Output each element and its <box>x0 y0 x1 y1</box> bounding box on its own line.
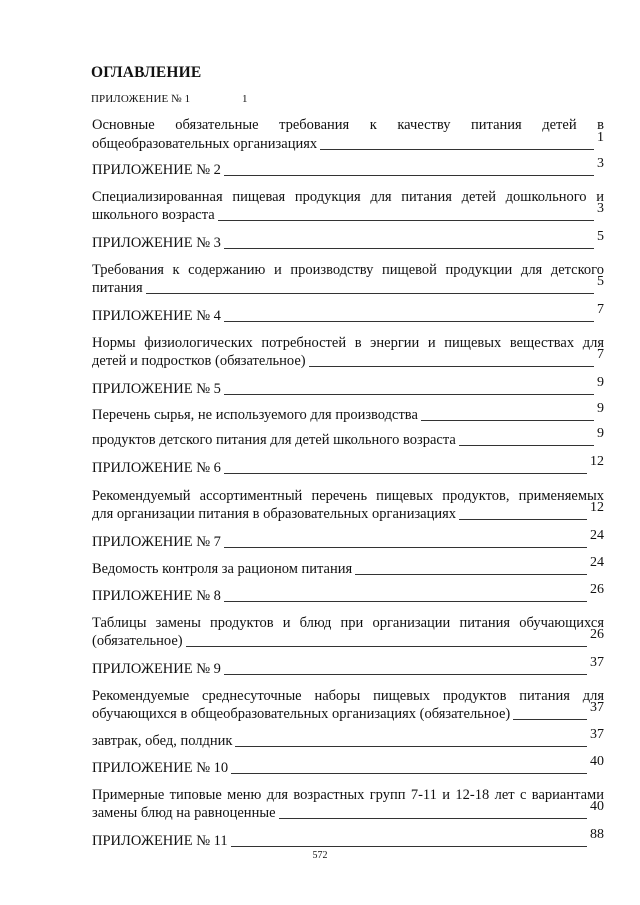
toc-leader-line <box>224 601 587 602</box>
toc-entry <box>92 799 604 822</box>
toc-entry <box>92 117 604 134</box>
toc-entry <box>92 130 604 153</box>
toc-entry <box>92 488 604 505</box>
toc-entry <box>92 688 604 705</box>
toc-entry-title: ПРИЛОЖЕНИЕ № 3 <box>92 235 221 251</box>
toc-entry-page: 7 <box>597 347 604 362</box>
toc-leader-line <box>309 366 594 367</box>
toc-entry-title: Нормы физиологических потребностей в энергии и пищевых веществах для <box>92 335 604 351</box>
toc-entry-page: 24 <box>590 528 604 543</box>
toc-entry-page: 3 <box>597 201 604 216</box>
toc-entry <box>92 375 604 398</box>
toc-entry-page: 26 <box>590 627 604 642</box>
toc-entry <box>92 426 604 449</box>
toc-leader-line <box>231 773 587 774</box>
toc-leader-line <box>421 420 594 421</box>
toc-entry-page: 88 <box>590 827 604 842</box>
toc-entry-title: Таблицы замены продуктов и блюд при организации питания обучающихся <box>92 615 604 631</box>
toc-entry-page: 24 <box>590 555 604 570</box>
toc-entry-title: для организации питания в образовательных организациях <box>92 506 457 522</box>
toc-entry-title: ПРИЛОЖЕНИЕ № 4 <box>92 308 221 324</box>
toc-entry-page: 37 <box>590 700 604 715</box>
toc-entry-title: Специализированная пищевая продукция для питания детей дошкольного и <box>92 189 604 205</box>
toc-entry-page: 40 <box>590 799 604 814</box>
toc-entry <box>92 274 604 297</box>
toc-entry-page: 37 <box>590 655 604 670</box>
toc-leader-line <box>186 646 587 647</box>
toc-leader-line <box>224 547 587 548</box>
toc-entry <box>92 787 604 804</box>
toc-leader-line <box>459 445 594 446</box>
toc-heading: ОГЛАВЛЕНИЕ <box>91 64 202 81</box>
toc-entry <box>92 229 604 252</box>
page-number: 572 <box>312 850 328 861</box>
toc-entry-page: 12 <box>590 500 604 515</box>
toc-entry-page: 1 <box>242 93 248 105</box>
toc-entry <box>92 615 604 632</box>
toc-entry <box>92 189 604 206</box>
toc-entry <box>92 401 604 424</box>
toc-entry <box>92 302 604 325</box>
toc-entry-title: Ведомость контроля за рационом питания <box>92 561 353 577</box>
toc-leader-line <box>459 519 587 520</box>
toc-leader-line <box>320 149 594 150</box>
toc-entry-title: ПРИЛОЖЕНИЕ № 5 <box>92 381 221 397</box>
toc-entry-title: Примерные типовые меню для возрастных групп 7-11 и 12-18 лет с вариантами <box>92 787 604 803</box>
toc-entry-page: 5 <box>597 274 604 289</box>
toc-entry <box>92 627 604 650</box>
toc-entry-page: 5 <box>597 229 604 244</box>
toc-entry-title: ПРИЛОЖЕНИЕ № 7 <box>92 534 221 550</box>
toc-entry <box>92 655 604 678</box>
toc-entry-title: ПРИЛОЖЕНИЕ № 10 <box>92 760 229 776</box>
toc-entry-page: 9 <box>597 426 604 441</box>
toc-entry <box>92 555 604 578</box>
toc-leader-line <box>224 321 594 322</box>
toc-leader-line <box>224 394 594 395</box>
toc-entry-title: Рекомендуемый ассортиментный перечень пищевых продуктов, применяемых <box>92 488 604 504</box>
toc-entry <box>92 201 604 224</box>
toc-entry <box>92 700 604 723</box>
toc-leader-line <box>235 746 587 747</box>
toc-entry <box>92 454 604 477</box>
toc-leader-line <box>224 175 594 176</box>
toc-entry <box>92 500 604 523</box>
toc-leader-line <box>279 818 587 819</box>
toc-entry-title: ПРИЛОЖЕНИЕ № 11 <box>92 833 228 849</box>
toc-entry-title: завтрак, обед, полдник <box>92 733 233 749</box>
toc-entry-page: 12 <box>590 454 604 469</box>
toc-entry-title: (обязательное) <box>92 633 183 649</box>
toc-entry-title: обучающихся в общеобразовательных организациях (обязательное) <box>92 706 511 722</box>
toc-entry-page: 7 <box>597 302 604 317</box>
toc-entry <box>92 754 604 777</box>
toc-entry-appendix-1 <box>91 93 248 105</box>
toc-entry-title: детей и подростков (обязательное) <box>92 353 306 369</box>
toc-entry <box>92 727 604 750</box>
toc-entry-title: Основные обязательные требования к качеству питания детей в <box>92 117 604 133</box>
toc-entry <box>92 528 604 551</box>
toc-entry-page: 37 <box>590 727 604 742</box>
toc-entry-page: 40 <box>590 754 604 769</box>
toc-entry-title: школьного возраста <box>92 207 215 223</box>
toc-entry-title: ПРИЛОЖЕНИЕ № 6 <box>92 460 221 476</box>
toc-leader-line <box>224 473 587 474</box>
toc-entry-title: ПРИЛОЖЕНИЕ № 1 <box>91 93 191 105</box>
toc-entry <box>92 335 604 352</box>
toc-entry-title: замены блюд на равноценные <box>92 805 276 821</box>
toc-entry-title: ПРИЛОЖЕНИЕ № 2 <box>92 162 221 178</box>
toc-entry <box>92 262 604 279</box>
toc-leader-line <box>355 574 587 575</box>
toc-entry-title: ПРИЛОЖЕНИЕ № 8 <box>92 588 221 604</box>
toc-entry <box>92 582 604 605</box>
toc-entry-page: 9 <box>597 375 604 390</box>
toc-leader-line <box>231 846 587 847</box>
toc-entry <box>92 156 604 179</box>
toc-entry-title: Требования к содержанию и производству пищевой продукции для детского <box>92 262 604 278</box>
toc-leader-line <box>218 220 594 221</box>
toc-entry <box>92 827 604 850</box>
toc-entry-page: 9 <box>597 401 604 416</box>
toc-leader-line <box>224 674 587 675</box>
toc-entry-title: Перечень сырья, не используемого для производства <box>92 407 418 423</box>
toc-entry-page: 1 <box>597 130 604 145</box>
toc-entry-title: питания <box>92 280 143 296</box>
toc-entry <box>92 347 604 370</box>
toc-entry-page: 26 <box>590 582 604 597</box>
toc-entry-page: 3 <box>597 156 604 171</box>
toc-entry-title: Рекомендуемые среднесуточные наборы пищевых продуктов питания для <box>92 688 604 704</box>
toc-entry-title: общеобразовательных организациях <box>92 136 318 152</box>
toc-leader-line <box>224 248 594 249</box>
toc-entry-title: ПРИЛОЖЕНИЕ № 9 <box>92 661 221 677</box>
toc-entry-title: продуктов детского питания для детей школьного возраста <box>92 432 456 448</box>
toc-leader-line <box>513 719 587 720</box>
toc-leader-line <box>146 293 594 294</box>
